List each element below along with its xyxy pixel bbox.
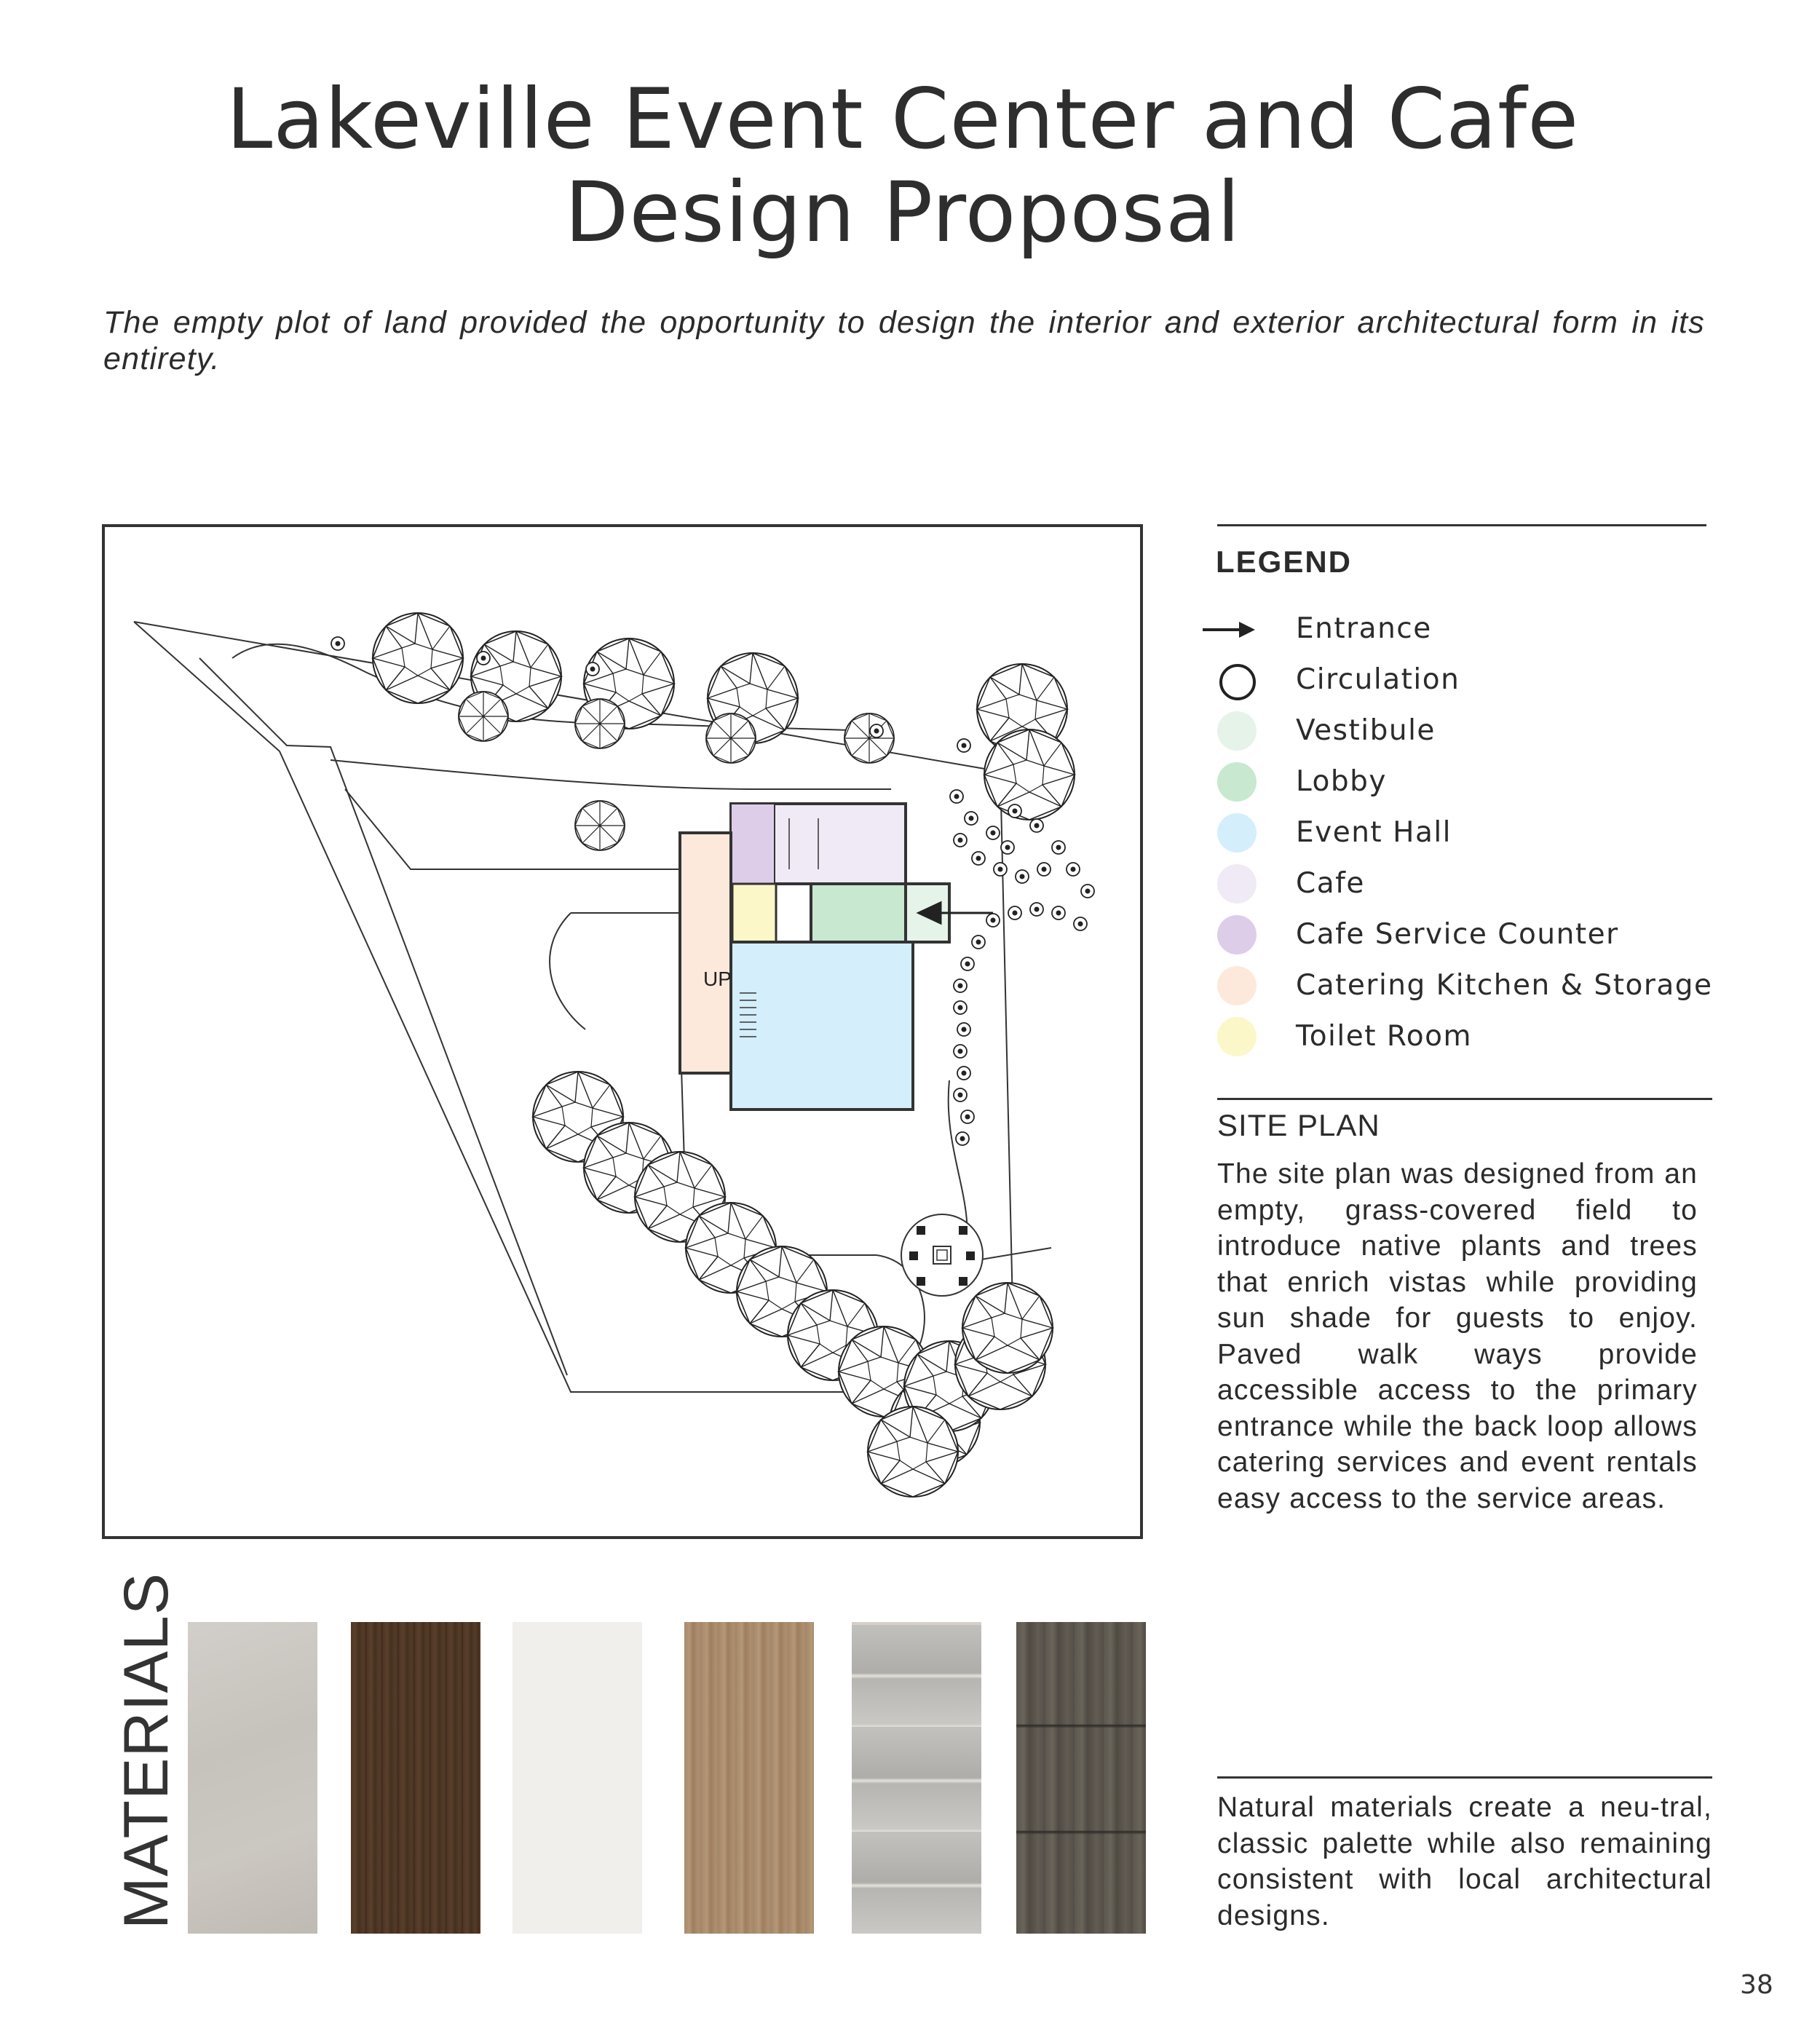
page-number: 38 xyxy=(1740,1970,1773,2000)
legend-item-vestibule xyxy=(1200,710,1724,754)
legend-item-lobby xyxy=(1200,761,1724,804)
color-dot xyxy=(1217,966,1257,1005)
material-swatch-white-plaster xyxy=(513,1622,642,1934)
intro-paragraph: The empty plot of land provided the opportunity to design the interior and exterior architectural form in its entirety. xyxy=(103,305,1705,376)
material-swatch-fieldstone xyxy=(852,1622,981,1934)
site-plan-drawing xyxy=(102,524,1143,1539)
stairs-label: UP xyxy=(703,968,732,990)
legend-label: Lobby xyxy=(1296,765,1387,798)
legend-item-circulation xyxy=(1200,659,1724,703)
legend-top-rule xyxy=(1217,524,1706,526)
legend-label: Entrance xyxy=(1296,612,1432,645)
page-title-line-1: Lakeville Event Center and Cafe xyxy=(226,71,1580,167)
legend-item-cafe xyxy=(1200,863,1724,906)
materials-description: Natural materials create a neu-tral, classic palette while also remaining consistent with local architectural designs. xyxy=(1217,1792,1712,1931)
legend-label: Cafe xyxy=(1296,867,1365,900)
materials-label: MATERIALS xyxy=(111,1572,181,1929)
legend-label: Catering Kitchen & Storage xyxy=(1296,969,1713,1002)
legend-item-catering-kitchen xyxy=(1200,965,1724,1008)
material-swatch-dark-walnut-wood xyxy=(351,1622,480,1934)
materials-rule xyxy=(1217,1776,1712,1779)
legend-item-event-hall xyxy=(1200,812,1724,855)
legend-label: Vestibule xyxy=(1296,714,1436,747)
legend-label: Toilet Room xyxy=(1296,1020,1472,1053)
site-plan-rule xyxy=(1217,1098,1712,1100)
color-dot xyxy=(1217,762,1257,802)
color-dot xyxy=(1217,915,1257,954)
page-title xyxy=(0,73,1805,259)
legend-item-entrance xyxy=(1200,608,1724,652)
color-dot xyxy=(1217,813,1257,853)
arrow-icon xyxy=(1200,609,1258,650)
legend-label: Event Hall xyxy=(1296,816,1452,849)
legend-item-cafe-service-counter xyxy=(1200,914,1724,957)
legend-label: Circulation xyxy=(1296,663,1460,696)
site-plan-description: The site plan was designed from an empty, grass-covered field to introduce native plants and trees that enrich vistas while providing sun shade for guests to enjoy. Paved walk ways provide accessible access to the primary entrance while the back loop allows catering services and event rentals easy access to the service areas. xyxy=(1217,1158,1698,1514)
material-swatch-concrete xyxy=(188,1622,317,1934)
legend-item-toilet-room xyxy=(1200,1016,1724,1059)
legend-label: Cafe Service Counter xyxy=(1296,918,1619,951)
circle-outline-icon xyxy=(1200,660,1258,701)
color-dot xyxy=(1217,864,1257,903)
site-plan-title: SITE PLAN xyxy=(1217,1108,1380,1142)
legend-title: LEGEND xyxy=(1216,545,1353,579)
color-dot xyxy=(1217,1017,1257,1056)
material-swatch-light-oak-wood xyxy=(684,1622,814,1934)
page-title-line-2: Design Proposal xyxy=(564,164,1241,261)
color-dot xyxy=(1217,711,1257,751)
material-swatch-cedar-shake xyxy=(1016,1622,1146,1934)
